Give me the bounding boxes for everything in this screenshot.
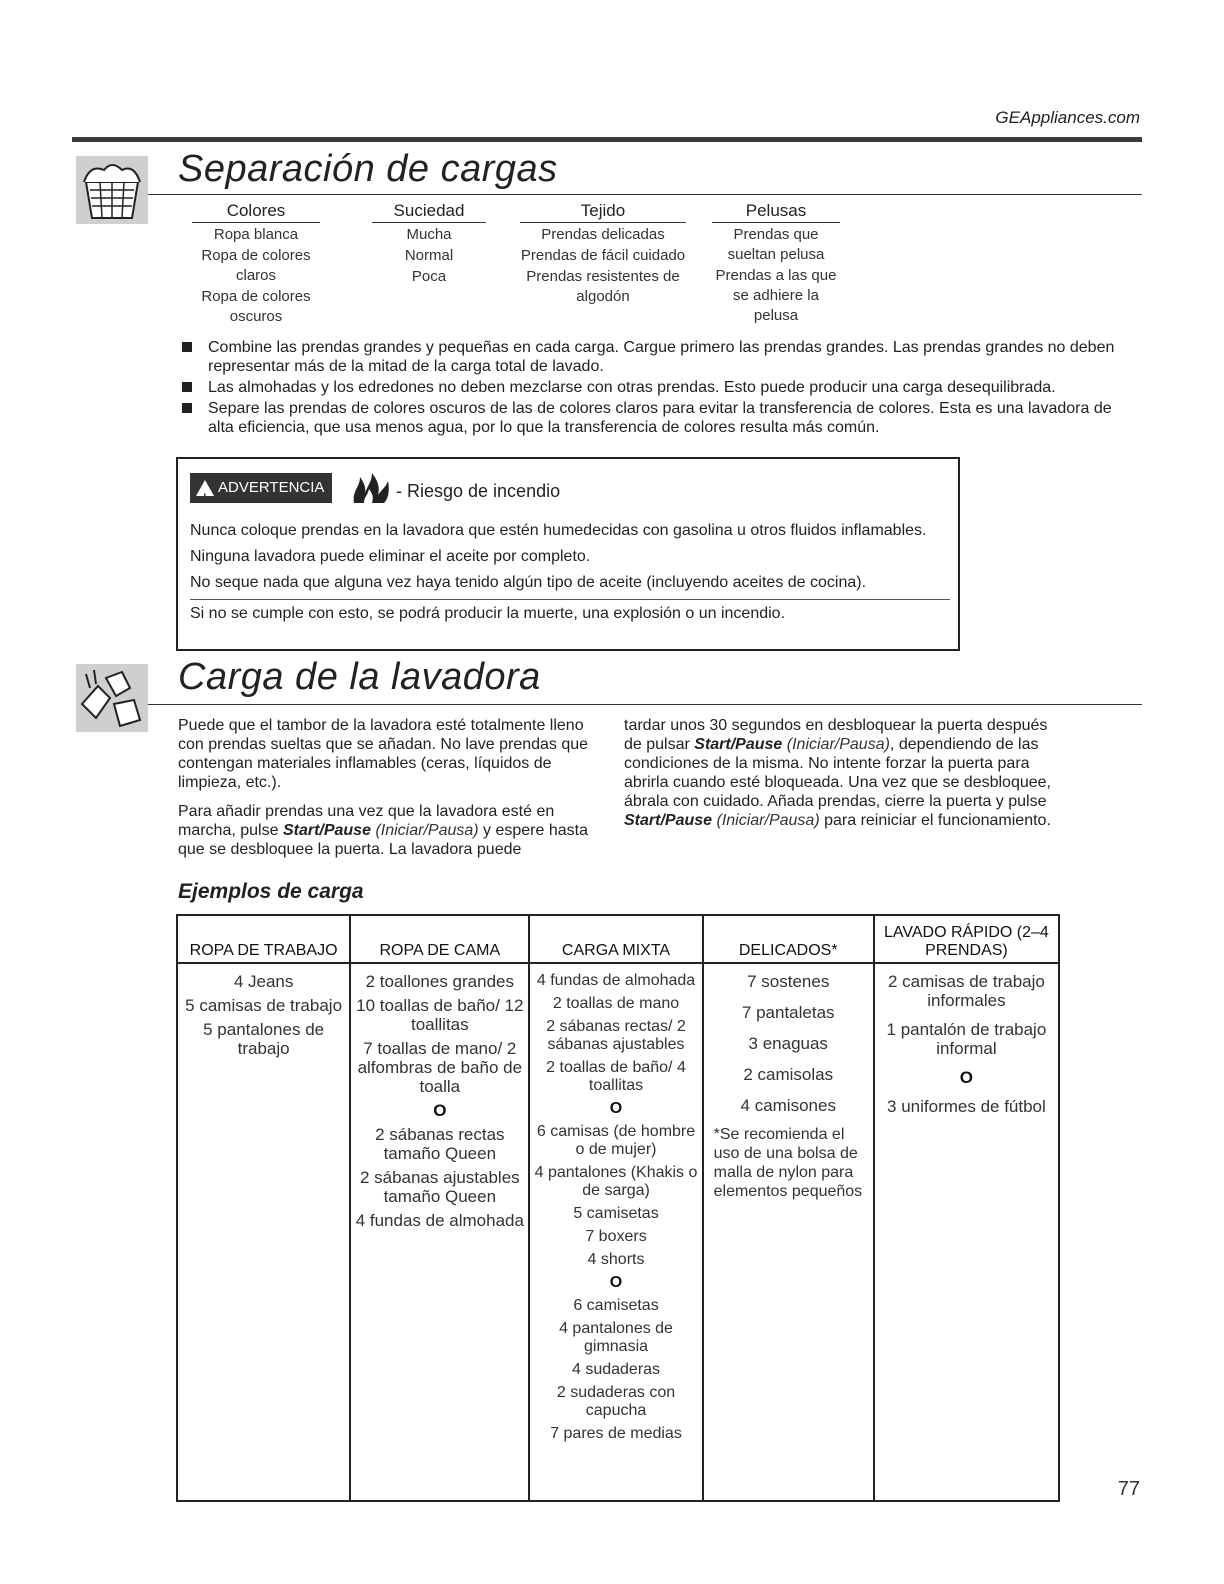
text-run: , dependiendo de las condiciones de la misma. No intente forzar la puerta para abrirla cuando esté bloqueada. Una vez que se desbloquee, ábrala con cuidado. Añada prendas, cierre la puerta y pulse — [624, 736, 1051, 810]
load-item: 10 toallas de baño/ 12 toallitas — [356, 996, 524, 1034]
sort-column-tejido — [520, 201, 686, 308]
bullet-item — [180, 399, 1140, 437]
bullet-square-icon — [182, 342, 192, 352]
load-item: 7 toallas de mano/ 2 alfombras de baño de toalla — [357, 1039, 523, 1096]
load-item: 4 fundas de almohada — [536, 972, 696, 989]
fire-icon — [350, 471, 392, 505]
load-item: 2 sábanas rectas tamaño Queen — [375, 1125, 505, 1163]
start-pause-es-label: (Iniciar/Pausa) — [375, 822, 479, 839]
column-delicados — [704, 916, 875, 1500]
sort-heading: Pelusas — [712, 201, 840, 223]
column-header: LAVADO RÁPIDO (2–4 PRENDAS) — [875, 916, 1058, 964]
sort-column-colores — [192, 201, 320, 328]
site-url: GEAppliances.com — [995, 108, 1140, 127]
text-run: Para añadir prendas una vez que la lavadora esté en marcha, pulse — [178, 803, 555, 839]
sort-item: Ropa de colores oscuros — [201, 288, 311, 325]
start-pause-label: Start/Pause — [282, 822, 371, 839]
separation-bullets — [180, 338, 1140, 439]
column-header: ROPA DE CAMA — [351, 916, 528, 964]
sort-item: Mucha — [406, 226, 452, 243]
sort-item: Ropa blanca — [213, 226, 299, 243]
load-item: 4 pantalones de gimnasia — [559, 1320, 673, 1355]
load-item: 2 sábanas rectas/ 2 sábanas ajustables — [546, 1018, 686, 1053]
sort-heading: Suciedad — [372, 201, 486, 223]
column-ropa-de-cama — [351, 916, 530, 1500]
section-title-separacion: Separación de cargas — [178, 148, 558, 190]
bullet-text: Las almohadas y los edredones no deben mezclarse con otras prendas. Esto puede producir una carga desequilibrada. — [208, 379, 1056, 396]
sort-item: Prendas delicadas — [541, 226, 665, 243]
loading-paragraph-3 — [624, 716, 1056, 830]
warning-line: No seque nada que alguna vez haya tenido algún tipo de aceite (incluyendo aceites de cocina). — [190, 574, 867, 591]
load-item: 5 pantalones de trabajo — [203, 1020, 325, 1058]
sort-item: Prendas a las que se adhiere la pelusa — [715, 267, 837, 324]
warning-triangle-icon: ! — [196, 480, 214, 496]
or-separator: O — [609, 1100, 623, 1117]
loading-paragraph-1: Puede que el tambor de la lavadora esté totalmente lleno con prendas sueltas que se añadan. No lave prendas que contengan materiales inflamables (ceras, líquidos de limpieza, etc.). — [178, 717, 589, 791]
load-item: 2 camisolas — [743, 1065, 834, 1084]
load-item: 6 camisas (de hombre o de mujer) — [536, 1123, 696, 1158]
load-item: 4 sudaderas — [571, 1361, 661, 1378]
column-carga-mixta — [530, 916, 703, 1500]
warning-line: Si no se cumple con esto, se podrá producir la muerte, una explosión o un incendio. — [190, 599, 950, 624]
or-separator: O — [609, 1274, 623, 1291]
load-item: 1 pantalón de trabajo informal — [886, 1020, 1047, 1058]
warning-line: Nunca coloque prendas en la lavadora que estén humedecidas con gasolina u otros fluidos inflamables. — [190, 522, 927, 539]
load-item: 7 boxers — [585, 1228, 647, 1245]
warning-badge-label: ADVERTENCIA — [218, 479, 325, 496]
load-item: 2 sábanas ajustables tamaño Queen — [359, 1168, 520, 1206]
warning-line: Ninguna lavadora puede eliminar el aceite por completo. — [190, 548, 591, 565]
column-ropa-de-trabajo — [178, 916, 351, 1500]
column-body — [875, 964, 1058, 1116]
laundry-items-icon — [76, 664, 148, 732]
column-body — [530, 964, 701, 1443]
page-number: 77 — [1117, 1478, 1140, 1500]
load-item: 4 shorts — [587, 1251, 645, 1268]
sort-column-pelusas — [712, 201, 840, 327]
load-item: 2 toallas de mano — [552, 995, 680, 1012]
sort-heading: Colores — [192, 201, 320, 223]
fire-warning-box — [176, 457, 960, 651]
load-item: 7 sostenes — [747, 972, 830, 991]
load-item: 7 pares de medias — [550, 1425, 682, 1442]
load-item: 6 camisetas — [573, 1297, 659, 1314]
start-pause-label: Start/Pause — [694, 736, 783, 753]
sort-item: Prendas de fácil cuidado — [520, 247, 686, 264]
loading-left-column — [178, 716, 612, 869]
column-body — [351, 964, 528, 1230]
top-rule — [72, 137, 1142, 142]
bullet-square-icon — [182, 382, 192, 392]
or-separator: O — [433, 1101, 447, 1120]
bullet-square-icon — [182, 403, 192, 413]
section-title-carga: Carga de la lavadora — [178, 656, 541, 698]
sort-column-suciedad — [372, 201, 486, 288]
text-run: tardar unos 30 segundos en desbloquear la puerta después de pulsar — [624, 717, 1048, 753]
load-item: 4 Jeans — [233, 972, 294, 991]
column-header: ROPA DE TRABAJO — [178, 916, 349, 964]
sort-item: Ropa de colores claros — [201, 247, 311, 284]
column-header: CARGA MIXTA — [530, 916, 701, 964]
column-header: DELICADOS* — [704, 916, 873, 964]
loading-right-column — [624, 716, 1056, 840]
load-item: 2 sudaderas con capucha — [556, 1384, 676, 1419]
column-lavado-rapido — [875, 916, 1058, 1500]
start-pause-es-label: (Iniciar/Pausa) — [786, 736, 890, 753]
load-item: 4 fundas de almohada — [355, 1211, 524, 1230]
start-pause-es-label: (Iniciar/Pausa) — [716, 812, 820, 829]
load-item: 2 toallas de baño/ 4 toallitas — [546, 1059, 686, 1094]
load-item: 5 camisas de trabajo — [185, 996, 343, 1015]
loading-paragraph-2 — [178, 802, 612, 859]
sort-item: Prendas que sueltan pelusa — [727, 226, 825, 263]
section1-rule — [148, 194, 1142, 195]
load-item: 7 pantaletas — [741, 1003, 835, 1022]
bullet-text: Separe las prendas de colores oscuros de las de colores claros para evitar la transferencia de colores. Esta es una lavadora de alta eficiencia, que usa menos agua, por lo que la transferencia de colores resulta más común. — [208, 400, 1112, 436]
column-body — [178, 964, 349, 1058]
delicates-note: *Se recomienda el uso de una bolsa de malla de nylon para elementos pequeños — [713, 1126, 863, 1200]
load-item: 3 uniformes de fútbol — [887, 1097, 1046, 1116]
load-item: 2 camisas de trabajo informales — [887, 972, 1045, 1010]
examples-title: Ejemplos de carga — [178, 880, 364, 903]
load-item: 2 toallones grandes — [365, 972, 514, 991]
sort-heading: Tejido — [520, 201, 686, 223]
bullet-item — [180, 378, 1140, 397]
warning-badge — [190, 473, 332, 503]
warning-title: - Riesgo de incendio — [396, 481, 561, 501]
column-body — [704, 964, 873, 1201]
start-pause-label: Start/Pause — [624, 812, 713, 829]
sort-item: Poca — [411, 268, 447, 285]
text-run: y espere hasta que se desbloquee la puerta. La lavadora puede — [178, 822, 588, 858]
laundry-basket-icon — [76, 156, 148, 224]
load-item: 4 pantalones (Khakis o de sarga) — [534, 1164, 698, 1199]
sort-item: Normal — [404, 247, 454, 264]
load-item: 5 camisetas — [573, 1205, 659, 1222]
bullet-text: Combine las prendas grandes y pequeñas en cada carga. Cargue primero las prendas grandes. Las prendas grandes no deben representar más de la mitad de la carga total de lavado. — [208, 339, 1115, 375]
sort-item: Prendas resistentes de algodón — [526, 268, 680, 305]
bullet-item — [180, 338, 1140, 376]
warning-text — [190, 521, 950, 630]
or-separator: O — [959, 1068, 974, 1087]
section2-rule — [148, 704, 1142, 705]
text-run: para reiniciar el funcionamiento. — [819, 812, 1051, 829]
load-examples-table — [176, 914, 1060, 1502]
load-item: 4 camisones — [740, 1096, 836, 1115]
load-item: 3 enaguas — [748, 1034, 828, 1053]
